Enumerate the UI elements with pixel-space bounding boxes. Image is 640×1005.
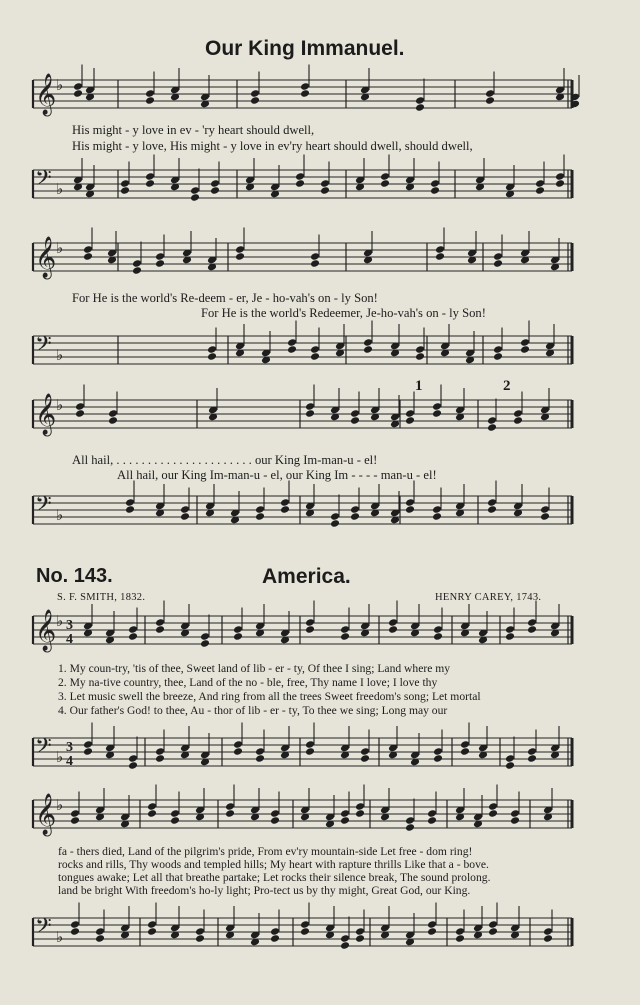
flat-icon: ♭ (56, 928, 64, 946)
flat-icon: ♭ (56, 796, 64, 814)
ending-1-label: 1 (415, 378, 423, 394)
verse-line-4-2: land be bright With freedom's ho-ly light; Pro-tect us by thy might, Great God, our King. (58, 884, 471, 897)
time-signature-top: 3 (66, 740, 73, 755)
lyric-line-3b: All hail, our King Im-man-u - el, our King Im - - - - man-u - el! (117, 468, 437, 482)
composer-credit: HENRY CAREY, 1743. (435, 592, 542, 603)
notehead (195, 934, 205, 943)
flat-icon: ♭ (56, 396, 64, 414)
hymn-title-america: America. (262, 565, 351, 588)
verse-line-4-1: 4. Our father's God! to thee, Au - thor of lib - er - ty, To thee we sing; Long may our (58, 704, 448, 717)
flat-icon: ♭ (56, 76, 64, 94)
hymn-number: No. 143. (36, 565, 113, 587)
flat-icon: ♭ (56, 506, 64, 524)
notehead (70, 927, 80, 936)
time-signature-bottom: 4 (66, 632, 73, 647)
lyric-line-1b: His might - y love, His might - y love in ev'ry heart should dwell, should dwell, (72, 139, 473, 153)
notehead (340, 941, 350, 950)
notehead (427, 927, 437, 936)
notehead (95, 934, 105, 943)
verse-line-2-1: 2. My na-tive country, thee, Land of the no - ble, free, Thy name I love; I love thy (58, 676, 438, 689)
bass-clef-icon: 𝄢 (35, 166, 52, 196)
treble-clef-icon: 𝄞 (35, 610, 57, 651)
notehead (543, 934, 553, 943)
flat-icon: ♭ (56, 748, 64, 766)
flat-icon: ♭ (56, 612, 64, 630)
time-signature-bottom: 4 (66, 754, 73, 769)
notehead (147, 927, 157, 936)
flat-icon: ♭ (56, 239, 64, 257)
treble-clef-icon: 𝄞 (35, 394, 57, 435)
lyric-line-3a: All hail, . . . . . . . . . . . . . . . . . . . . . . our King Im-man-u - el! (72, 453, 378, 467)
time-signature-top: 3 (66, 618, 73, 633)
lyric-line-2b: For He is the world's Redeemer, Je-ho-vah's on - ly Son! (201, 306, 486, 320)
treble-clef-icon: 𝄞 (35, 74, 57, 115)
notehead (300, 927, 310, 936)
bass-clef-icon: 𝄢 (35, 492, 52, 522)
hymn-title-our-king-immanuel: Our King Immanuel. (205, 37, 405, 60)
flat-icon: ♭ (56, 180, 64, 198)
treble-clef-icon: 𝄞 (35, 794, 57, 835)
ending-2-label: 2 (503, 378, 511, 394)
flat-icon: ♭ (56, 346, 64, 364)
bass-clef-icon: 𝄢 (35, 734, 52, 764)
verse-line-3-2: tongues awake; Let all that breathe partake; Let rocks their silence break, The sound prolong. (58, 871, 491, 884)
author-credit: S. F. SMITH, 1832. (57, 592, 146, 603)
bass-clef-icon: 𝄢 (35, 332, 52, 362)
verse-line-1-1: 1. My coun-try, 'tis of thee, Sweet land of lib - er - ty, Of thee I sing; Land where my (58, 662, 451, 675)
verse-line-2-2: rocks and rills, Thy woods and templed hills; My heart with rapture thrills Like that a - bove. (58, 858, 489, 871)
notehead (270, 934, 280, 943)
verse-line-3-1: 3. Let music swell the breeze, And ring from all the trees Sweet freedom's song; Let mortal (58, 690, 481, 703)
verse-line-1-2: fa - thers died, Land of the pilgrim's pride, From ev'ry mountain-side Let free - dom ring! (58, 845, 473, 858)
lyric-line-2a: For He is the world's Re-deem - er, Je - ho-vah's on - ly Son! (72, 291, 378, 305)
notehead (488, 927, 498, 936)
notehead (455, 934, 465, 943)
lyric-line-1a: His might - y love in ev - 'ry heart should dwell, (72, 123, 315, 137)
treble-clef-icon: 𝄞 (35, 237, 57, 278)
notehead (355, 934, 365, 943)
bass-clef-icon: 𝄢 (35, 914, 52, 944)
